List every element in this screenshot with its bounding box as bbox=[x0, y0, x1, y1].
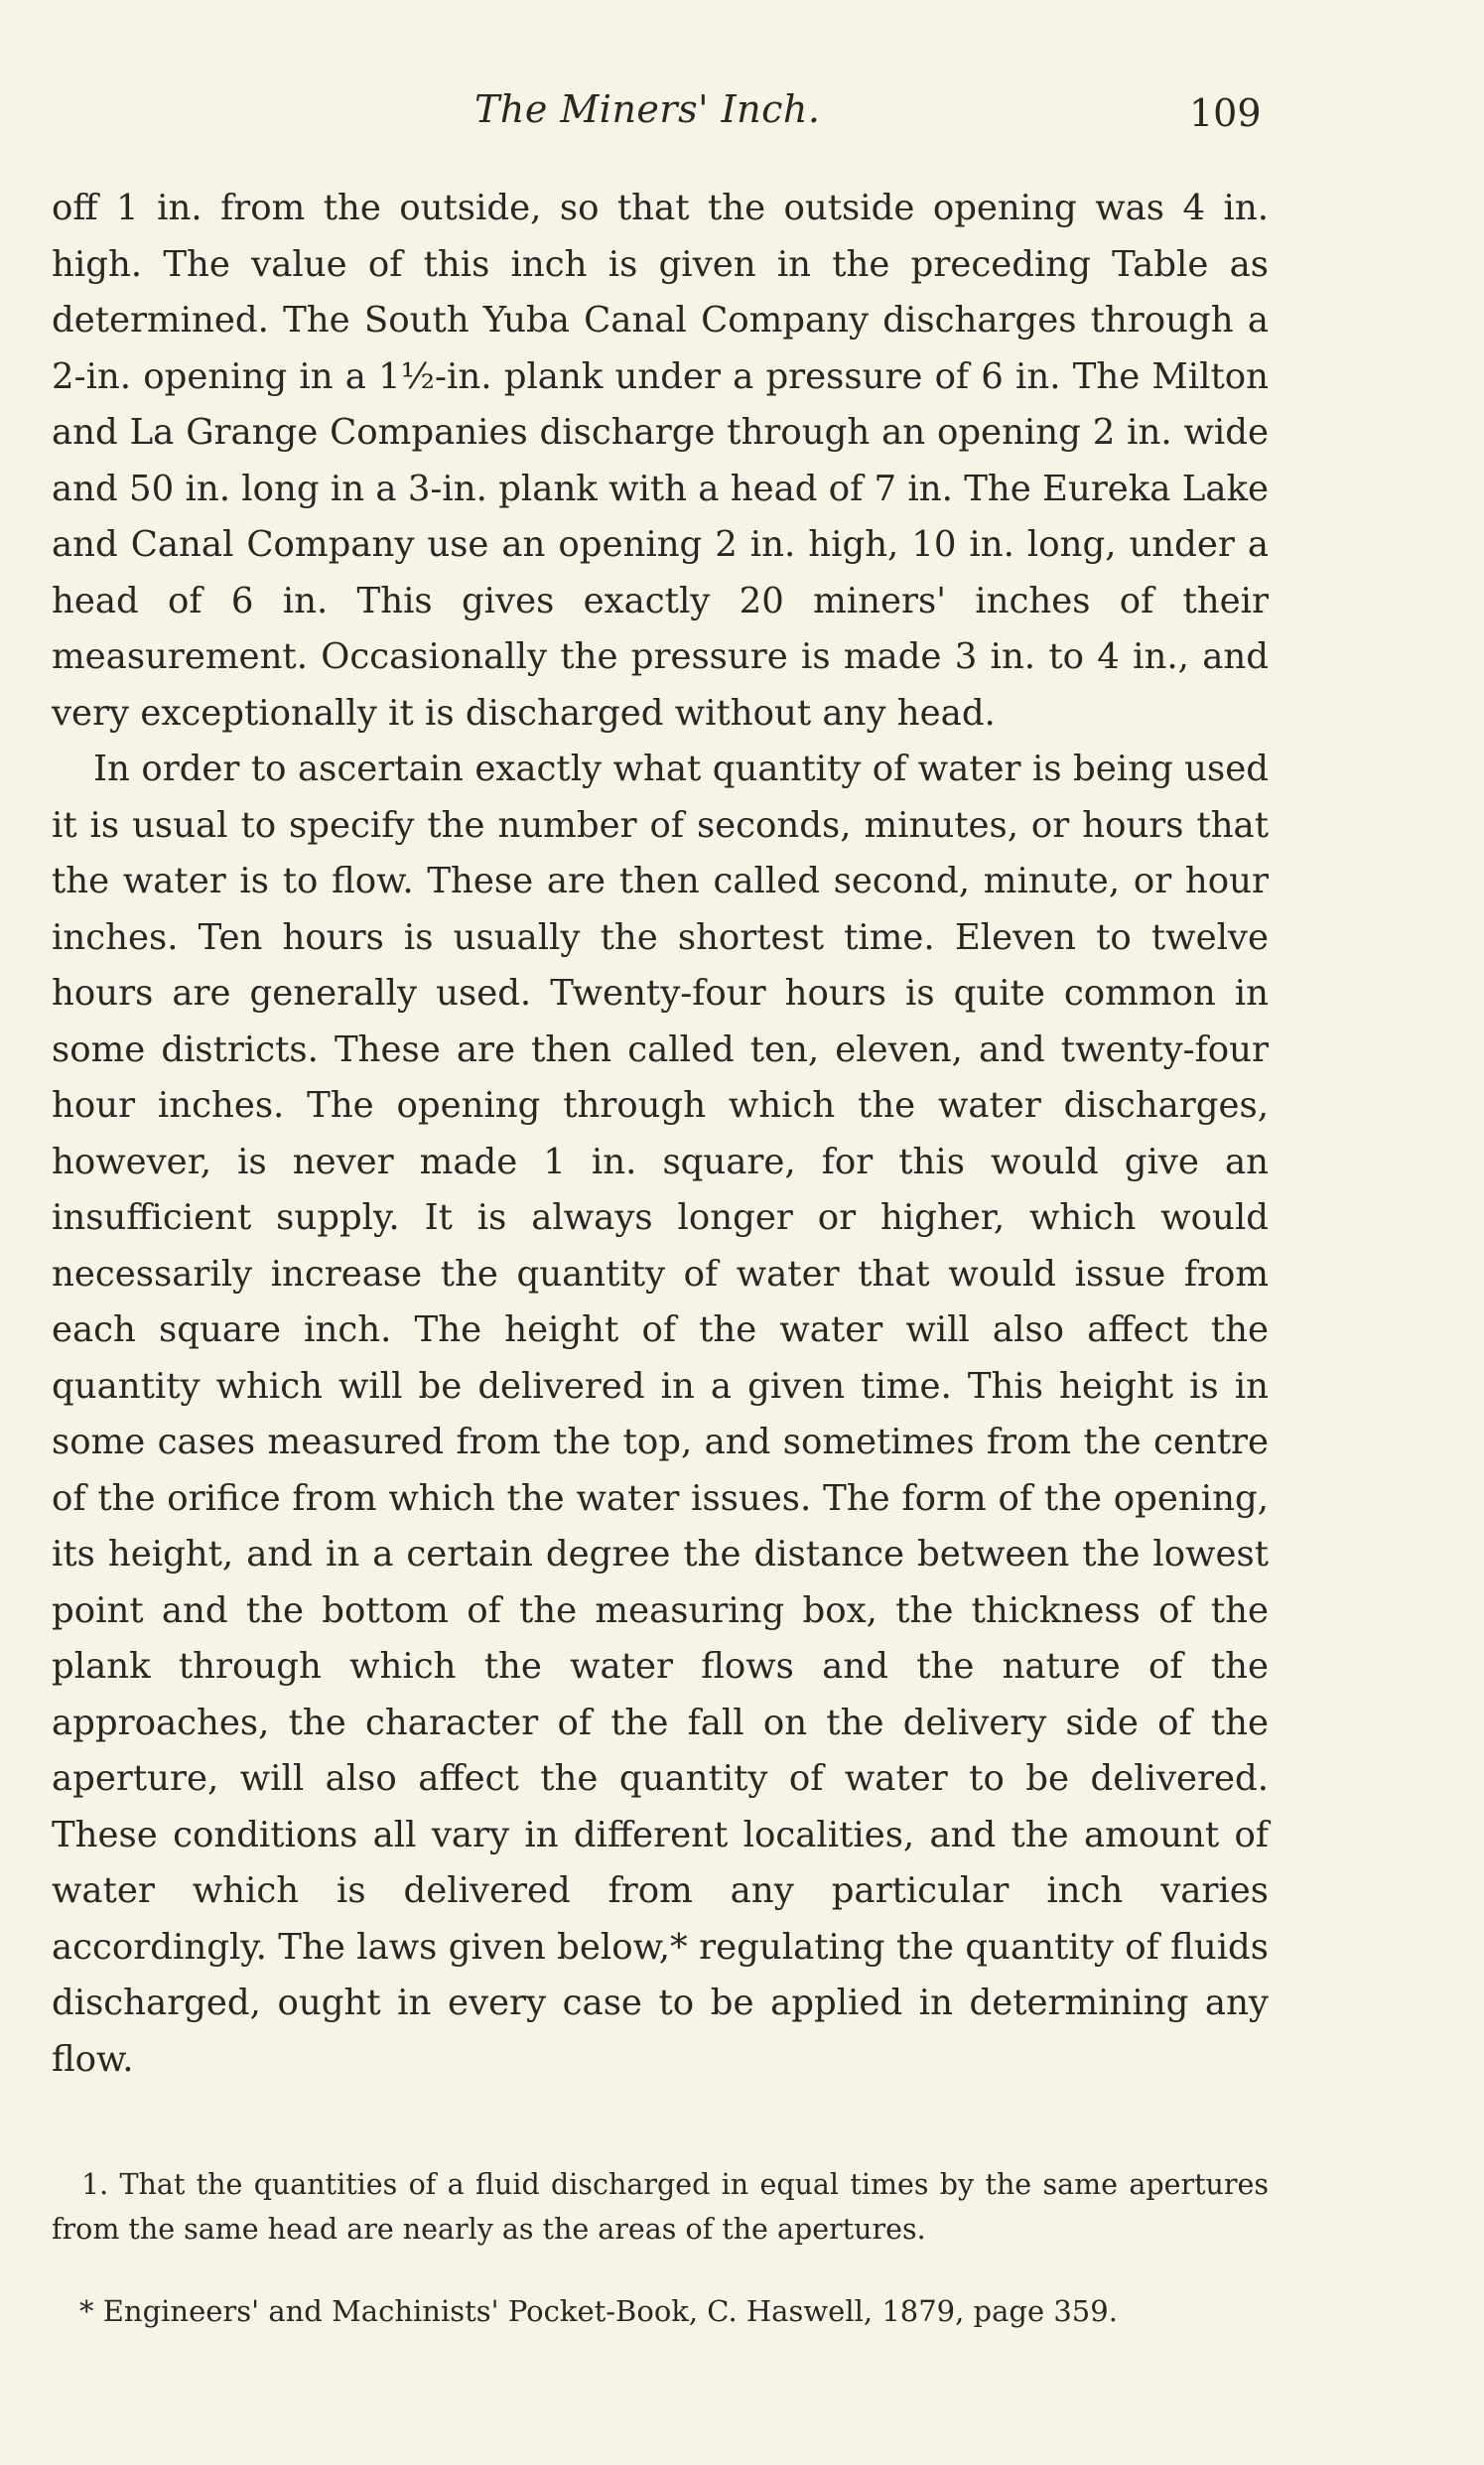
running-title: The Miners' Inch. bbox=[474, 87, 821, 131]
running-head bbox=[0, 87, 1484, 147]
paragraph-miners-inch-timing: In order to ascertain exactly what quantity of water is being used it is usual to specify the number of seconds, minutes, or hours that the water is to flow. These are then called second, minute, or hour inches. Ten hours is usually the shortest time. Eleven to twelve hours are generally used. Twenty-four hours is quite common in some districts. These are then called ten, eleven, and twenty-four hour inches. The opening through which the water discharges, however, is never made 1 in. square, for this would give an insufficient supply. It is always longer or higher, which would necessarily increase the quantity of water that would issue from each square inch. The height of the water will also affect the quantity which will be delivered in a given time. This height is in some cases measured from the top, and sometimes from the centre of the orifice from which the water issues. The form of the opening, its height, and in a certain degree the distance between the lowest point and the bottom of the measuring box, the thickness of the plank through which the water flows and the nature of the approaches, the character of the fall on the delivery side of the aperture, will also affect the quantity of water to be delivered. These conditions all vary in different localities, and the amount of water which is delivered from any particular inch varies accordingly. The laws given below,* regulating the quantity of fluids discharged, ought in every case to be applied in determining any flow. bbox=[52, 749, 1269, 2080]
body-text bbox=[52, 181, 1269, 2088]
list-item: 1. That the quantities of a fluid discharged in equal times by the same apertures from the same head are nearly as the areas of the apertures. bbox=[52, 2168, 1269, 2246]
page-number: 109 bbox=[1189, 91, 1262, 135]
footnote: * Engineers' and Machinists' Pocket-Book, C. Haswell, 1879, page 359. bbox=[79, 2294, 1118, 2328]
numbered-laws bbox=[52, 2162, 1269, 2252]
paragraph-continuation: off 1 in. from the outside, so that the outside opening was 4 in. high. The value of this inch is given in the preceding Table as determined. The South Yuba Canal Company discharges through a 2-in. opening in a 1½-in. plank under a pressure of 6 in. The Milton and La Grange Companies discharge through an opening 2 in. wide and 50 in. long in a 3-in. plank with a head of 7 in. The Eureka Lake and Canal Company use an opening 2 in. high, 10 in. long, under a head of 6 in. This gives exactly 20 miners' inches of their measurement. Occasionally the pressure is made 3 in. to 4 in., and very exceptionally it is discharged without any head. bbox=[52, 188, 1270, 734]
